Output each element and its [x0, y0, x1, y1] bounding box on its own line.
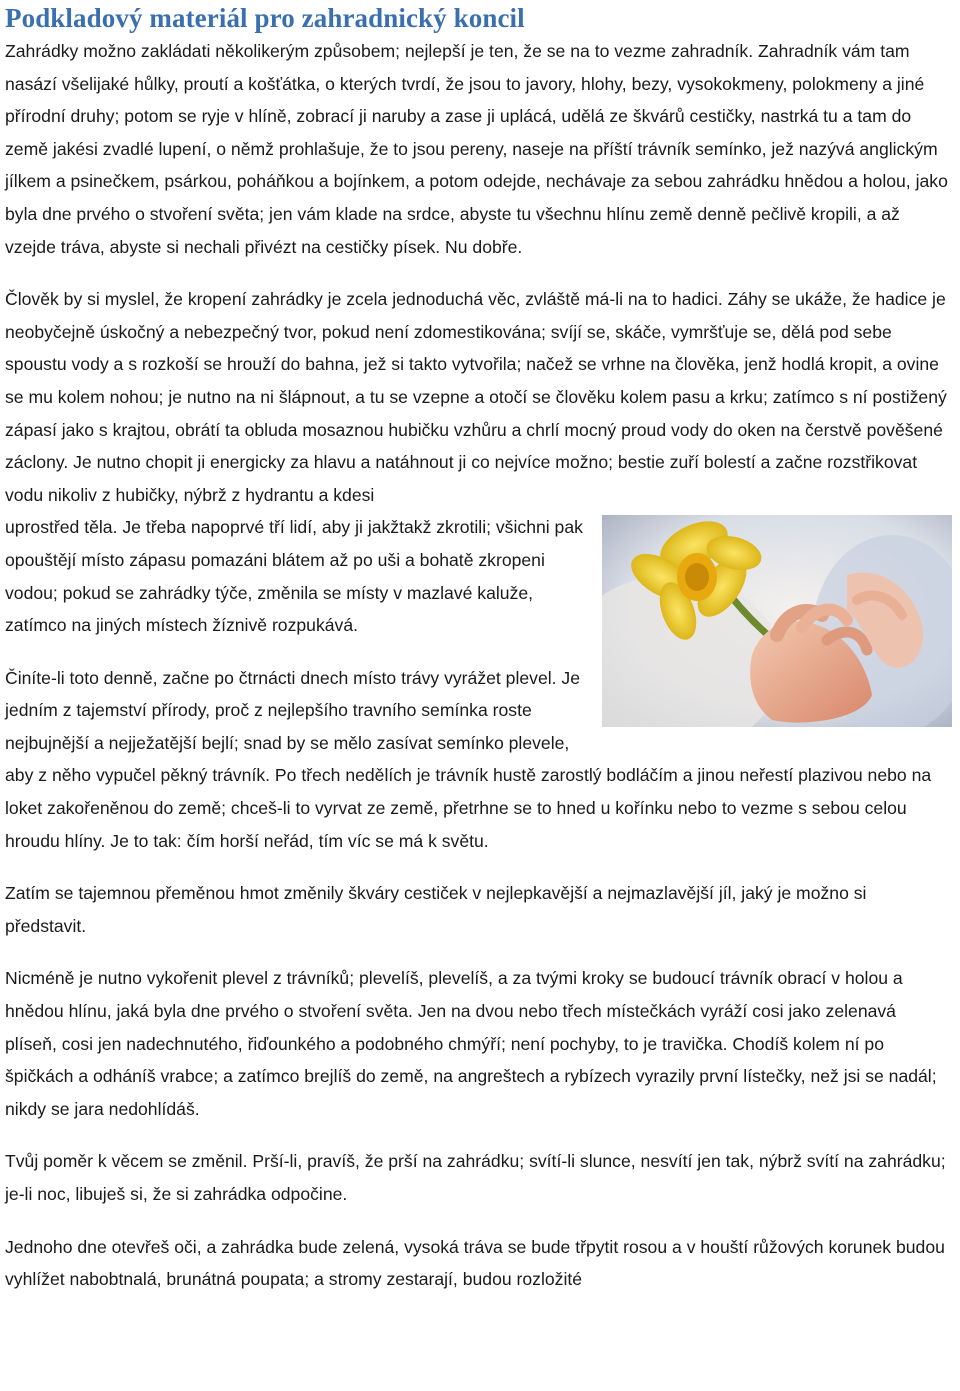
- text-with-figure: [5, 511, 952, 857]
- paragraph-attitude: Tvůj poměr k věcem se změnil. Prší-li, pravíš, že prší na zahrádku; svítí-li slunce, nesvítí jen tak, nýbrž svítí na zahrádku; je-li noc, libuješ si, že si zahrádka odpočine.: [5, 1151, 946, 1204]
- paragraph-weeding: Nicméně je nutno vykořenit plevel z trávníků; plevelíš, plevelíš, a za tvými kroky se budoucí trávník obrací v holou a hnědou hlínu, jaká byla dne prvého o stvoření světa. Jen na dvou nebo třech místečkách vyráží cosi jako zelenavá plíseň, cosi jen nadechnutého, řiďounkého a podobného chmýří; není pochyby, to je travička. Chodíš kolem ní po špičkách a odháníš vrabce; a zatímco brejlíš do země, na angreštech a rybízech vyrazily první lístečky, než jsi se nadál; nikdy se jara nedohlídáš.: [5, 968, 937, 1119]
- paragraph-paths: Zatím se tajemnou přeměnou hmot změnily škváry cestiček v nejlepkavější a nejmazlavější jíl, jaký je možno si představit.: [5, 883, 867, 936]
- paragraph-intro: Zahrádky možno zakládati několikerým způsobem; nejlepší je ten, že se na to vezme zahradník. Zahradník vám tam nasází všelijaké hůlky, proutí a košťátka, o kterých tvrdí, že jsou to javory, hlohy, bezy, vysokokmeny, polokmeny a jiné přírodní druhy; potom se ryje v hlíně, zobrací ji naruby a zase ji uplácá, udělá ze škvárů cestičky, nastrká tu a tam do země jakési zvadlé lupení, o němž prohlašuje, že to jsou pereny, naseje na příští trávník semínko, jež nazývá anglickým jílkem a psinečkem, psárkou, poháňkou a bojínkem, a potom odejde, nechávaje za sebou zahrádku hnědou a holou, jako byla dne prvého o stvoření světa; jen vám klade na srdce, abyste tu všechnu hlínu země denně pečlivě kropili, a až vzejde tráva, abyste si nechali přivézt na cestičky písek. Nu dobře.: [5, 41, 948, 257]
- paragraph-weeds: Činíte-li toto denně, začne po čtrnácti dnech místo trávy vyrážet plevel. Je jedním z tajemství přírody, proč z nejlepšího travního semínka roste nejbujnější a nejježatější bejlí; snad by se mělo zasívat semínko plevele, aby z něho vypučel pěkný trávník. Po třech nedělích je trávník hustě zarostlý bodláčím a jinou neřestí plazivou nebo na loket zakořeněnou do země; chceš-li to vyrvat ze země, přetrhne se to hned u kořínku nebo to vezme s sebou celou hroudu hlíny. Je to tak: čím horší neřád, tím víc se má k světu.: [5, 667, 932, 851]
- paragraph-hose: Člověk by si myslel, že kropení zahrádky je zcela jednoduchá věc, zvláště má-li na to hadici. Záhy se ukáže, že hadice je neobyčejně úskočný a nebezpečný tvor, pokud není zdomestikována; svíjí se, skáče, vymršťuje se, dělá pod sebe spoustu vody a s rozkoší se hrouží do bahna, jež si takto vytvořila; načež se vrhne na člověka, jenž hodlá kropit, a ovine se mu kolem nohou; je nutno na ni šlápnout, a tu se vzepne a otočí se člověku kolem pasu a krku; zatímco s ní postižený zápasí jako s krajtou, obrátí ta obluda mosaznou hubičku vzhůru a chrlí mocný proud vody do oken na čerstvě pověšené záclony. Je nutno chopit ji energicky za hlavu a natáhnout ji co nejvíce možno; bestie zuří bolestí a začne rozstřikovat vodu nikoliv z hubičky, nýbrž z hydrantu a kdesi: [5, 289, 947, 505]
- paragraph-hose-continued: uprostřed těla. Je třeba napoprvé tří lidí, aby ji jakžtakž zkrotili; všichni pak opouštějí místo zápasu pomazáni blátem až po uši a bohatě zkropeni vodou; pokud se zahrádky týče, změnila se místy v mazlavé kaluže, zatímco na jiných místech žíznivě rozpukává.: [5, 517, 583, 636]
- paragraph-green-garden: Jednoho dne otevřeš oči, a zahrádka bude zelená, vysoká tráva se bude třpytit rosou a v houští růžových korunek budou vyhlížet nabobtnalá, brunátná poupata; a stromy zestarají, budou rozložité: [5, 1236, 945, 1290]
- document-title: Podkladový materiál pro zahradnický koncil: [5, 3, 525, 33]
- daffodil-hands-photo-icon: [602, 515, 952, 727]
